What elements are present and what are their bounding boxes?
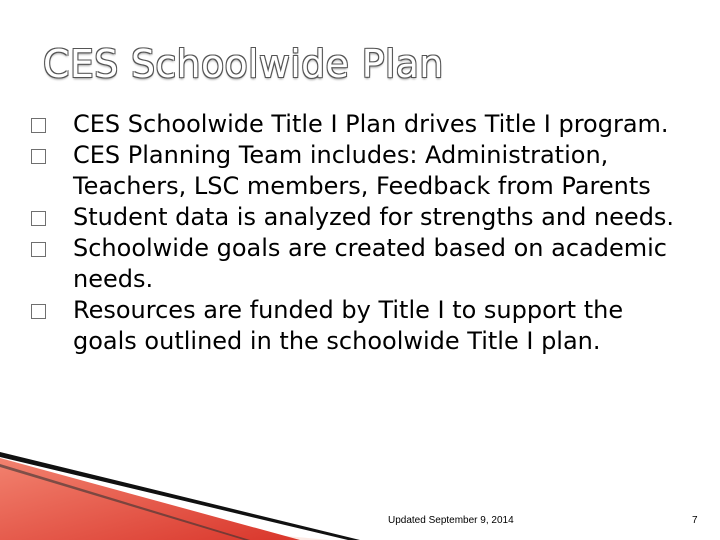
bullet-text: CES Schoolwide Title I Plan drives Title I program. bbox=[73, 110, 669, 138]
decorative-swoosh bbox=[0, 440, 720, 540]
slide-title: CES Schoolwide Plan bbox=[43, 42, 444, 86]
bullet-list bbox=[30, 109, 680, 357]
bullet-item bbox=[30, 295, 680, 357]
checkbox-square-icon bbox=[31, 118, 46, 133]
swoosh-red-band bbox=[0, 458, 300, 540]
checkbox-square-icon bbox=[31, 242, 46, 257]
bullet-text: Schoolwide goals are created based on academic needs. bbox=[73, 234, 667, 293]
bullet-item bbox=[30, 233, 680, 295]
checkbox-square-icon bbox=[31, 149, 46, 164]
bullet-item bbox=[30, 140, 680, 202]
footer-date: Updated September 9, 2014 bbox=[388, 515, 514, 526]
checkbox-square-icon bbox=[31, 304, 46, 319]
bullet-item bbox=[30, 202, 680, 233]
bullet-text: Student data is analyzed for strengths and needs. bbox=[73, 203, 675, 231]
bullet-item bbox=[30, 109, 680, 140]
bullet-text: CES Planning Team includes: Administration, Teachers, LSC members, Feedback from Parents bbox=[73, 141, 651, 200]
page-number: 7 bbox=[692, 515, 698, 526]
checkbox-square-icon bbox=[31, 211, 46, 226]
bullet-text: Resources are funded by Title I to support the goals outlined in the schoolwide Title I plan. bbox=[73, 296, 624, 355]
